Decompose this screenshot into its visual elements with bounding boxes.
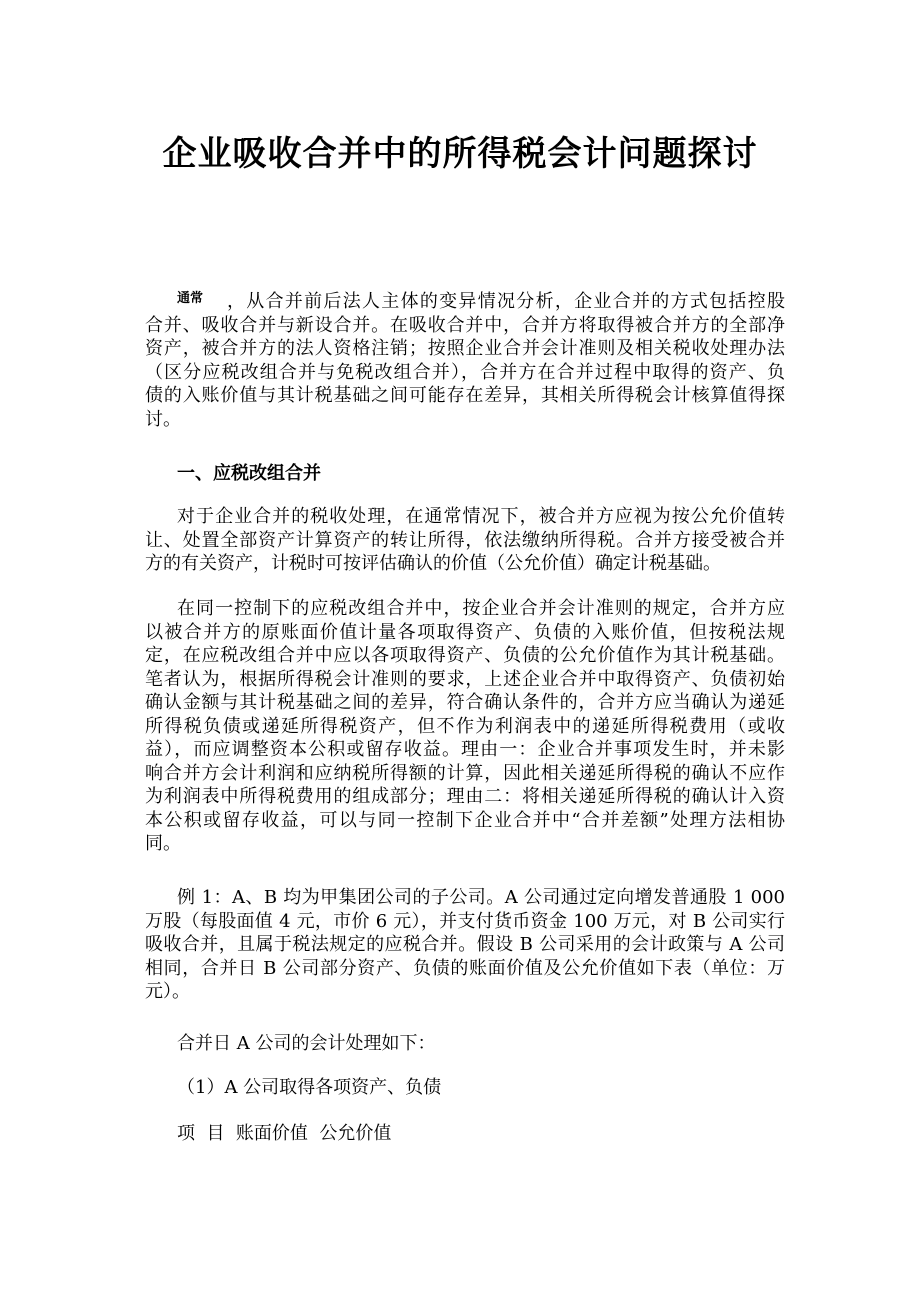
text-line: 例 1：A、B 均为甲集团公司的子公司。A 公司通过定向增发普通股 1 000 [177,887,785,908]
text-line: 对于企业合并的税收处理，在通常情况下，被合并方应视为按公允价值转 [177,506,785,527]
paragraph-step-1: （1）A 公司取得各项资产、负债 [177,1077,442,1098]
text-line: 合并、吸收合并与新设合并。在吸收合并中，合并方将取得被合并方的全部净 [145,314,785,336]
text-line: 益），而应调整资本公积或留存收益。理由一：企业合并事项发生时，并未影 [145,739,785,760]
paragraph-example [145,886,785,1004]
text-line: 所得税负债或递延所得税资产，但不作为利润表中的递延所得税费用（或收 [145,715,785,737]
paragraph-3 [145,597,785,856]
section-heading: 一、应税改组合并 [177,463,321,484]
text-line: 以被合并方的原账面价值计量各项取得资产、负债的入账价值，但按税法规 [145,621,785,643]
text-line: 方的有关资产，计税时可按评估确认的价值（公允价值）确定计税基础。 [145,553,721,574]
paragraph-intro [145,290,785,431]
text-line: 本公积或留存收益，可以与同一控制下企业合并中“合并差额”处理方法相协 [145,809,785,831]
text-line: ，从合并前后法人主体的变异情况分析，企业合并的方式包括控股 [227,291,785,312]
text-line: 在同一控制下的应税改组合并中，按企业合并会计准则的规定，合并方应 [177,598,785,619]
text-line: 债的入账价值与其计税基础之间可能存在差异，其相关所得税会计核算值得探 [145,385,785,406]
text-line: 让、处置全部资产计算资产的转让所得，依法缴纳所得税。合并方接受被合并 [145,529,785,551]
text-line: 资产，被合并方的法人资格注销；按照企业合并会计准则及相关税收处理办法 [145,338,785,359]
text-line: 万股（每股面值 4 元，市价 6 元），并支付货币资金 100 万元，对 B 公司实行 [145,910,785,932]
text-line: 吸收合并，且属于税法规定的应税合并。假设 B 公司采用的会计政策与 A 公司 [145,934,785,955]
text-line: 为利润表中所得税费用的组成部分；理由二：将相关递延所得税的确认计入资 [145,786,785,807]
text-line: 确认金额与其计税基础之间的差异，符合确认条件的，合并方应当确认为递延 [145,692,785,713]
text-line: 元）。 [145,981,190,1002]
text-line: 同。 [145,833,181,854]
text-line: 定，在应税改组合并中应以各项取得资产、负债的公允价值作为其计税基础。 [145,645,785,666]
document-title: 企业吸收合并中的所得税会计问题探讨 [162,134,758,174]
text-line: 讨。 [145,408,181,430]
text-line: 相同，合并日 B 公司部分资产、负债的账面价值及公允价值如下表（单位：万 [145,957,785,979]
paragraph-2 [145,505,785,576]
text-line: 响合并方会计利润和应纳税所得额的计算，因此相关递延所得税的确认不应作 [145,762,785,784]
text-line: （区分应税改组合并与免税改组合并），合并方在合并过程中取得的资产、负 [145,361,785,383]
text-line: 笔者认为，根据所得税会计准则的要求，上述企业合并中取得资产、负债初始 [145,668,785,690]
table-header-line: 项 目 账面价值 公允价值 [177,1123,392,1144]
intro-lead-word: 通常 [177,291,204,306]
paragraph-accounting: 合并日 A 公司的会计处理如下： [177,1033,436,1054]
